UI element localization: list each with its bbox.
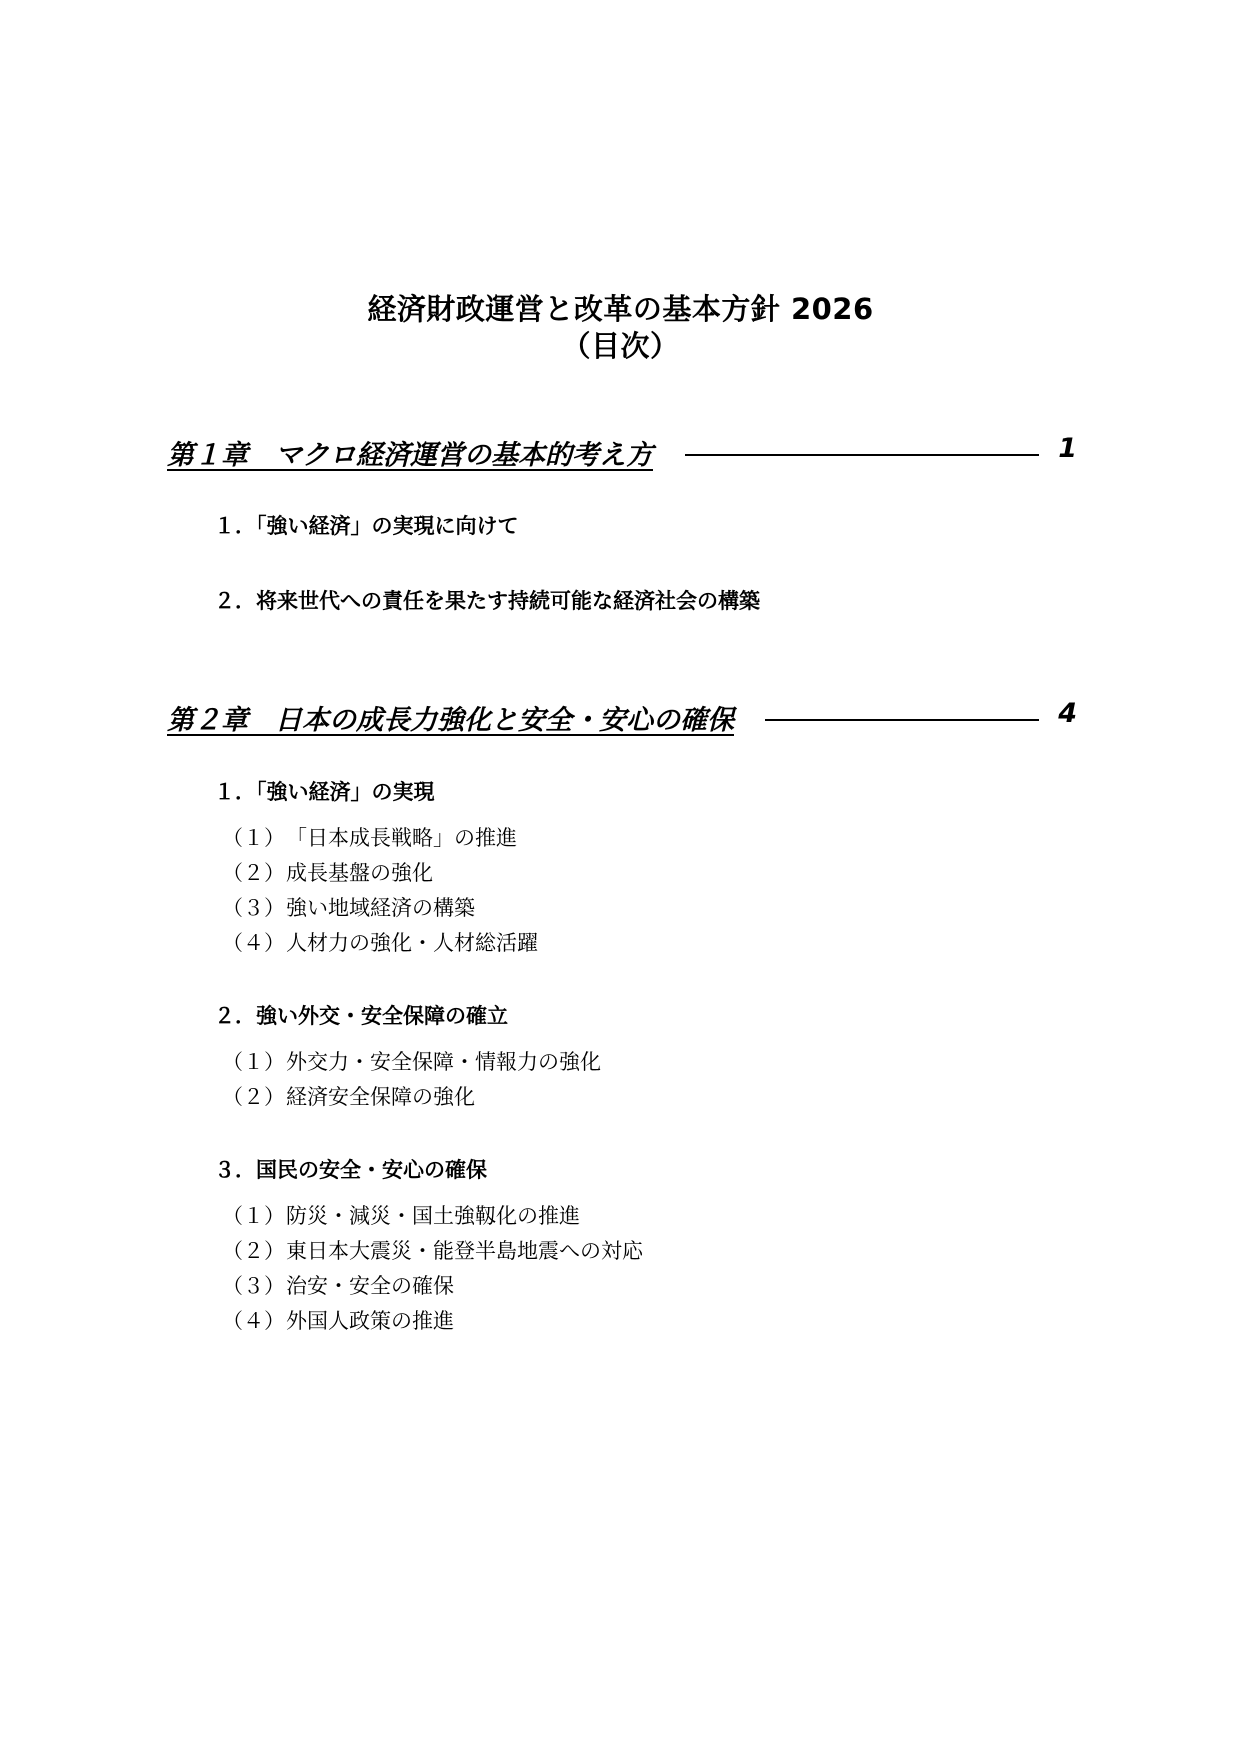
list-item-text: 治安・安全の確保 (286, 1274, 454, 1298)
list-item-text: 外交力・安全保障・情報力の強化 (286, 1050, 601, 1074)
list-item (222, 1046, 601, 1076)
list-item (222, 892, 475, 922)
list-item-text: 「日本成長戦略」の推進 (286, 826, 517, 850)
chapter-1-page-number: 1 (1058, 433, 1077, 464)
list-item-text: 経済安全保障の強化 (286, 1085, 475, 1109)
list-item (222, 1305, 454, 1335)
chapter-1-section-1: １．「強い経済」の実現に向けて (214, 514, 519, 538)
list-item-number: （２） (222, 1085, 285, 1109)
list-item-text: 東日本大震災・能登半島地震への対応 (286, 1239, 643, 1263)
list-item-number: （４） (222, 1309, 285, 1333)
chapter-2-title: 第２章 日本の成長力強化と安全・安心の確保 (167, 705, 734, 736)
chapter-1-leader-line (685, 454, 1039, 456)
document-title: 経済財政運営と改革の基本方針 2026 (367, 292, 874, 326)
list-item-text: 強い地域経済の構築 (286, 896, 475, 920)
list-item-number: （３） (222, 1274, 285, 1298)
list-item-number: （４） (222, 931, 285, 955)
list-item-number: （１） (222, 826, 285, 850)
chapter-2-section-2: ２．強い外交・安全保障の確立 (214, 1004, 508, 1028)
chapter-2-entry[interactable] (167, 698, 1077, 738)
list-item-number: （１） (222, 1050, 285, 1074)
list-item-number: （２） (222, 861, 285, 885)
list-item-text: 防災・減災・国土強靱化の推進 (286, 1204, 580, 1228)
chapter-2-section-1: １．「強い経済」の実現 (214, 780, 435, 804)
list-item-number: （２） (222, 1239, 285, 1263)
list-item-number: （１） (222, 1204, 285, 1228)
list-item (222, 1081, 475, 1111)
list-item (222, 1200, 580, 1230)
chapter-2-page-number: 4 (1058, 698, 1077, 729)
list-item (222, 927, 538, 957)
list-item (222, 822, 517, 852)
list-item (222, 1235, 643, 1265)
chapter-1-entry[interactable] (167, 433, 1077, 473)
list-item-text: 人材力の強化・人材総活躍 (286, 931, 538, 955)
list-item-text: 外国人政策の推進 (286, 1309, 454, 1333)
list-item (222, 1270, 454, 1300)
list-item-text: 成長基盤の強化 (286, 861, 433, 885)
list-item (222, 857, 433, 887)
document-subtitle: （目次） (561, 329, 680, 363)
chapter-2-section-3: ３．国民の安全・安心の確保 (214, 1158, 487, 1182)
chapter-1-title: 第１章 マクロ経済運営の基本的考え方 (167, 440, 653, 471)
chapter-2-leader-line (765, 719, 1039, 721)
list-item-number: （３） (222, 896, 285, 920)
chapter-1-section-2: ２．将来世代への責任を果たす持続可能な経済社会の構築 (214, 589, 760, 613)
